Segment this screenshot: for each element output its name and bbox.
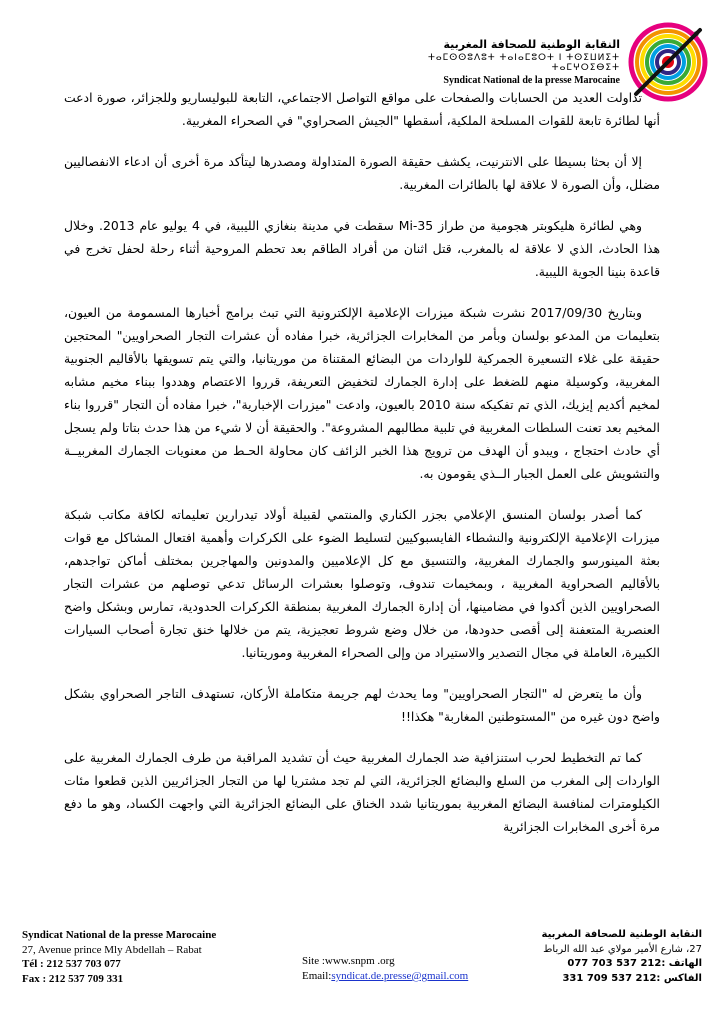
footer-email-line [302, 969, 468, 984]
footer-web-contact [302, 954, 468, 984]
footer-fax-ar: الفاكس :212 537 709 331 [562, 972, 702, 984]
paragraph-4: وبتاريخ 2017/09/30 نشرت شبكة ميزرات الإعلامية الإلكترونية التي تبث برامج أخبارها المسمومة من العيون، بتعليمات من المدعو بولسان وبأمر من المخابرات الجزائرية، خبرا مفاده أن عشرات التجار الصحراويين" المحتجين حقيقة على غلاء التسعيرة الجمركية للواردات من البضائع المقتناة من موريتانيا، والتي يتم تسويقها بالأقاليم الجنوبية المغربية، وكوسيلة منهم للضغط على إدارة الجمارك لتخفيض التعريفة، قرروا الاعتصام وهددوا ببناء مخيم مشابه لمخيم أكديم إيزيك، الذي تم تفكيكه سنة 2010 بالعيون، وادعت "ميزرات الإخبارية"، خبرا مفاده أن التجار "قرروا بناء المخيم بعد تعنت السلطات المغربية في تلبية مطالبهم المشروعة". والحقيقة أن لا شيء من هذا حدث بتاتا ولم يسجل أي حادث احتجاج ، ويبدو أن الهدف من ترويج هذا الخبر الزائف كان محاولة الحـط من معنويات الجمارك المغربيــة والتشويش على العمل الجبار الــذي يقومون به. [64, 305, 660, 481]
paragraph-5: كما أصدر بولسان المنسق الإعلامي بجزر الكناري والمنتمي لقبيلة أولاد تيدرارين تعليماته لكافة مكاتب شبكة ميزرات الإعلامية الإلكترونية والنشطاء الفايسبوكيين لتسليط الضوء على الكركرات وأهمية افتعال المشاكل مع قوات بعثة المينورسو والجمارك المغربية، والتنسيق مع كل الإعلاميين والمدونين والمهاجرين بمختلف أماكن تواجدهم، بالأقاليم الصحراوية المغربية ، وبمخيمات تندوف، وتوصلوا بعشرات الرسائل تدعي توصلهم من عشرات التجار الصحراويين الذين أكدوا في مضامينها، أن إدارة الجمارك المغربية بمنطقة الكركرات الحدودية، تمارس وبشكل واضح العنصرية المتعفنة إلى أقصى حدودها، من خلال وضع شروط تعجيزية، يتم من خلالها خنق تجارة أصحاب السيارات الكبيرة، العاملة في مجال التصدير والاستيراد من وإلى الصحراء المغربية وموريتانيا. [64, 507, 660, 660]
footer-org-name-ar: النقابة الوطنية للصحافة المغربية [541, 929, 702, 940]
article-body [64, 86, 660, 856]
org-name-tifinagh: ⵜⴰⵎⵙⵙⵓⴷⵓⵜ ⵜⴰⵏⴰⵎⵓⵔⵜ ⵏ ⵜⵙⵉⵡⵍⵉⵜ ⵜⴰⵎⵖⵔⵉⴱⵉⵜ [427, 53, 620, 73]
org-name-french: Syndicat National de la presse Marocaine [443, 75, 620, 86]
paragraph-2: إلا أن بحثا بسيطا على الانترنيت، يكشف حقيقة الصورة المتداولة ومصدرها ليتأكد مرة أخرى أن ادعاء الانفصاليين مضلل، وأن الصورة لا علاقة لها بالطائرات المغربية. [64, 154, 660, 192]
footer-tel-ar: الهاتف :212 537 703 077 [567, 958, 702, 969]
footer-org-name-fr: Syndicat National de la presse Marocaine [22, 929, 217, 941]
paragraph-7: كما تم التخطيط لحرب استنزافية ضد الجمارك المغربية حيث أن تشديد المراقبة من طرف الجمارك المغربية على الواردات إلى المغرب من السلع والبضائع الجزائرية، التي لم تجد مشتريا لها من التجار الجزائريين الذين قطعوا مئات الكيلومترات لمنافسة البضائع المغربية بموريتانيا شدد الخناق على البضائع الجزائرية التي واجهت الكساد، وهو ما دفع مرة أخرى المخابرات الجزائرية [64, 750, 660, 834]
footer-address-fr: 27, Avenue prince Mly Abdellah – Rabat [22, 943, 202, 956]
paragraph-6: وأن ما يتعرض له "التجار الصحراويين" وما يحدث لهم جريمة متكاملة الأركان، تستهدف التاجر الصحراوي بشكل واضح دون غيره من "المستوطنين المغاربة" هكذا!! [64, 686, 660, 724]
org-name-arabic: النقابة الوطنية للصحافة المغربية [443, 38, 620, 51]
footer-email-label: Email: [302, 970, 332, 982]
footer-site: Site :www.snpm .org [302, 955, 395, 967]
footer-tel-fr: Tél : 212 537 703 077 [22, 958, 121, 970]
footer-email-link[interactable]: syndicat.de.presse@gmail.com [331, 970, 469, 982]
paragraph-1: تداولت العديد من الحسابات والصفحات على مواقع التواصل الاجتماعي، التابعة للبوليساريو وللجزائر، صورة ادعت أنها لطائرة تابعة للقوات المسلحة الملكية، أسقطها "الجيش الصحراوي" في الصحراء المغربية. [64, 90, 660, 128]
footer-fax-fr: Fax : 212 537 709 331 [22, 972, 124, 985]
footer-address-ar: 27، شارع الأمير مولاي عبد الله الرباط [543, 943, 702, 955]
footer-french-contact [22, 928, 216, 986]
footer-arabic-contact [542, 928, 703, 986]
letterhead-text [388, 38, 620, 86]
paragraph-3: وهي لطائرة هليكوبتر هجومية من طراز Mi-35 سقطت في مدينة بنغازي الليبية، في 4 يوليو عام 2013. وخلال هذا الحادث، الذي لا علاقة له بالمغرب، قتل اثنان من أفراد الطاقم بعد تحطم المروحية أثناء رحلة لحفل تخرج في قاعدة بنينا الجوية الليبية. [64, 218, 660, 279]
page-footer [22, 928, 702, 994]
